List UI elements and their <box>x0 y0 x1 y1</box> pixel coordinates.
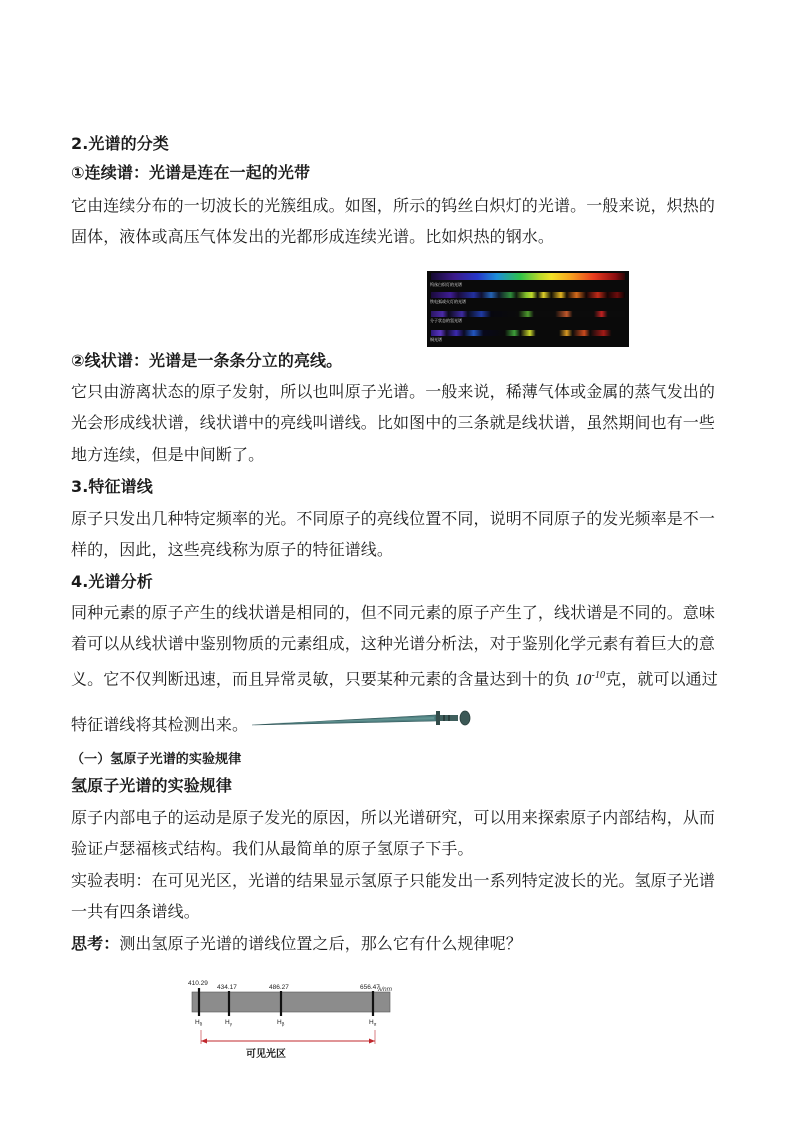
wavelength-label: 434.17 <box>217 984 237 991</box>
paragraph-line: 着可以从线状谱中鉴别物质的元素组成，这种光谱分析法，对于鉴别化学元素有着巨大的意 <box>71 634 716 653</box>
paragraph-line: 同种元素的原子产生的线状谱是相同的，但不同元素的原子产生了，线状谱是不同的。意味 <box>71 603 716 622</box>
heading-characteristic-lines: 3.特征谱线 <box>71 477 153 496</box>
continuous-spectrum-band <box>431 273 625 280</box>
paragraph-line: 它只由游离状态的原子发射，所以也叫原子光谱。一般来说，稀薄气体或金属的蒸气发出的 <box>71 382 716 401</box>
wavelength-label: 656.47 <box>360 984 380 991</box>
spectra-comparison-image <box>427 271 629 347</box>
spectrum-label: 钨丝白炽灯的光谱 <box>430 282 462 287</box>
spectrum-label: 分子状态的氢光谱 <box>430 318 462 323</box>
heading-hydrogen-spectrum: 氢原子光谱的实验规律 <box>71 776 233 795</box>
paragraph-line: 样的，因此，这些亮线称为原子的特征谱线。 <box>71 540 394 559</box>
paragraph-line: 地方连续，但是中间断了。 <box>71 445 265 464</box>
visible-region-label: 可见光区 <box>246 1049 286 1060</box>
wavelength-label: 410.29 <box>188 980 208 987</box>
paragraph-line: 固体，液体或高压气体发出的光都形成连续光谱。比如炽热的钢水。 <box>71 227 555 246</box>
subsection-label: （一）氢原子光谱的实验规律 <box>71 752 242 767</box>
hydrogen-spectrum-figure <box>180 978 420 1060</box>
paragraph-line: 它由连续分布的一切波长的光簇组成。如图，所示的钨丝白炽灯的光谱。一般来说，炽热的 <box>71 196 716 215</box>
wavelength-label: 486.27 <box>269 984 289 991</box>
paragraph-line: 一共有四条谱线。 <box>71 902 200 921</box>
line-label: $H_\delta$ <box>195 1019 203 1027</box>
hydrogen-molecule-spectrum-band <box>431 311 625 317</box>
think-label: 思考： <box>71 934 120 953</box>
paragraph-line: 光会形成线状谱，线状谱中的亮线叫谱线。比如图中的三条就是线状谱，虽然期间也有一些 <box>71 413 716 432</box>
heading-continuous-spectrum: ①连续谱：光谱是连在一起的光带 <box>71 163 311 182</box>
heading-spectrum-classification: 2.光谱的分类 <box>71 134 169 153</box>
paragraph-line: 实验表明：在可见光区，光谱的结果显示氢原子只能发出一系列特定波长的光。氢原子光谱 <box>71 871 716 890</box>
copper-spectrum-band <box>431 330 625 336</box>
paragraph-line: 验证卢瑟福核式结构。我们从最简单的原子氢原子下手。 <box>71 839 474 858</box>
think-text: 测出氢原子光谱的谱线位置之后，那么它有什么规律呢？ <box>119 934 522 953</box>
paragraph-line: 原子只发出几种特定频率的光。不同原子的亮线位置不同，说明不同原子的发光频率是不一 <box>71 509 716 528</box>
bronze-sword-image <box>250 704 475 732</box>
spectrum-scale-bar <box>192 992 390 1012</box>
exponent-base: 10 <box>575 671 592 689</box>
line-label: $H_\beta$ <box>277 1019 285 1027</box>
paragraph-line: 原子内部电子的运动是原子发光的原因，所以光谱研究，可以用来探索原子内部结构，从而 <box>71 808 716 827</box>
heading-line-spectrum: ②线状谱：光谱是一条条分立的亮线。 <box>71 351 343 370</box>
paragraph-line <box>71 665 718 691</box>
line-label: $H_\gamma$ <box>225 1019 232 1027</box>
paragraph-text: 克，就可以通过 <box>605 669 718 689</box>
heading-spectral-analysis: 4.光谱分析 <box>71 572 153 591</box>
spectrum-label: 铁电弧或火灯的光谱 <box>430 299 466 304</box>
exponent-power: -10 <box>591 670 606 681</box>
paragraph-text: 义。它不仅判断迅速，而且异常灵敏，只要某种元素的含量达到十的负 <box>71 669 576 689</box>
paragraph-line: 特征谱线将其检测出来。 <box>71 715 249 734</box>
wavelength-unit: λ/nm <box>378 986 393 993</box>
iron-arc-spectrum-band <box>431 292 625 298</box>
visible-region-arrow <box>201 1030 375 1044</box>
spectrum-label: 铜光谱 <box>430 337 442 342</box>
think-question <box>71 933 522 955</box>
line-label: $H_\alpha$ <box>369 1019 377 1027</box>
